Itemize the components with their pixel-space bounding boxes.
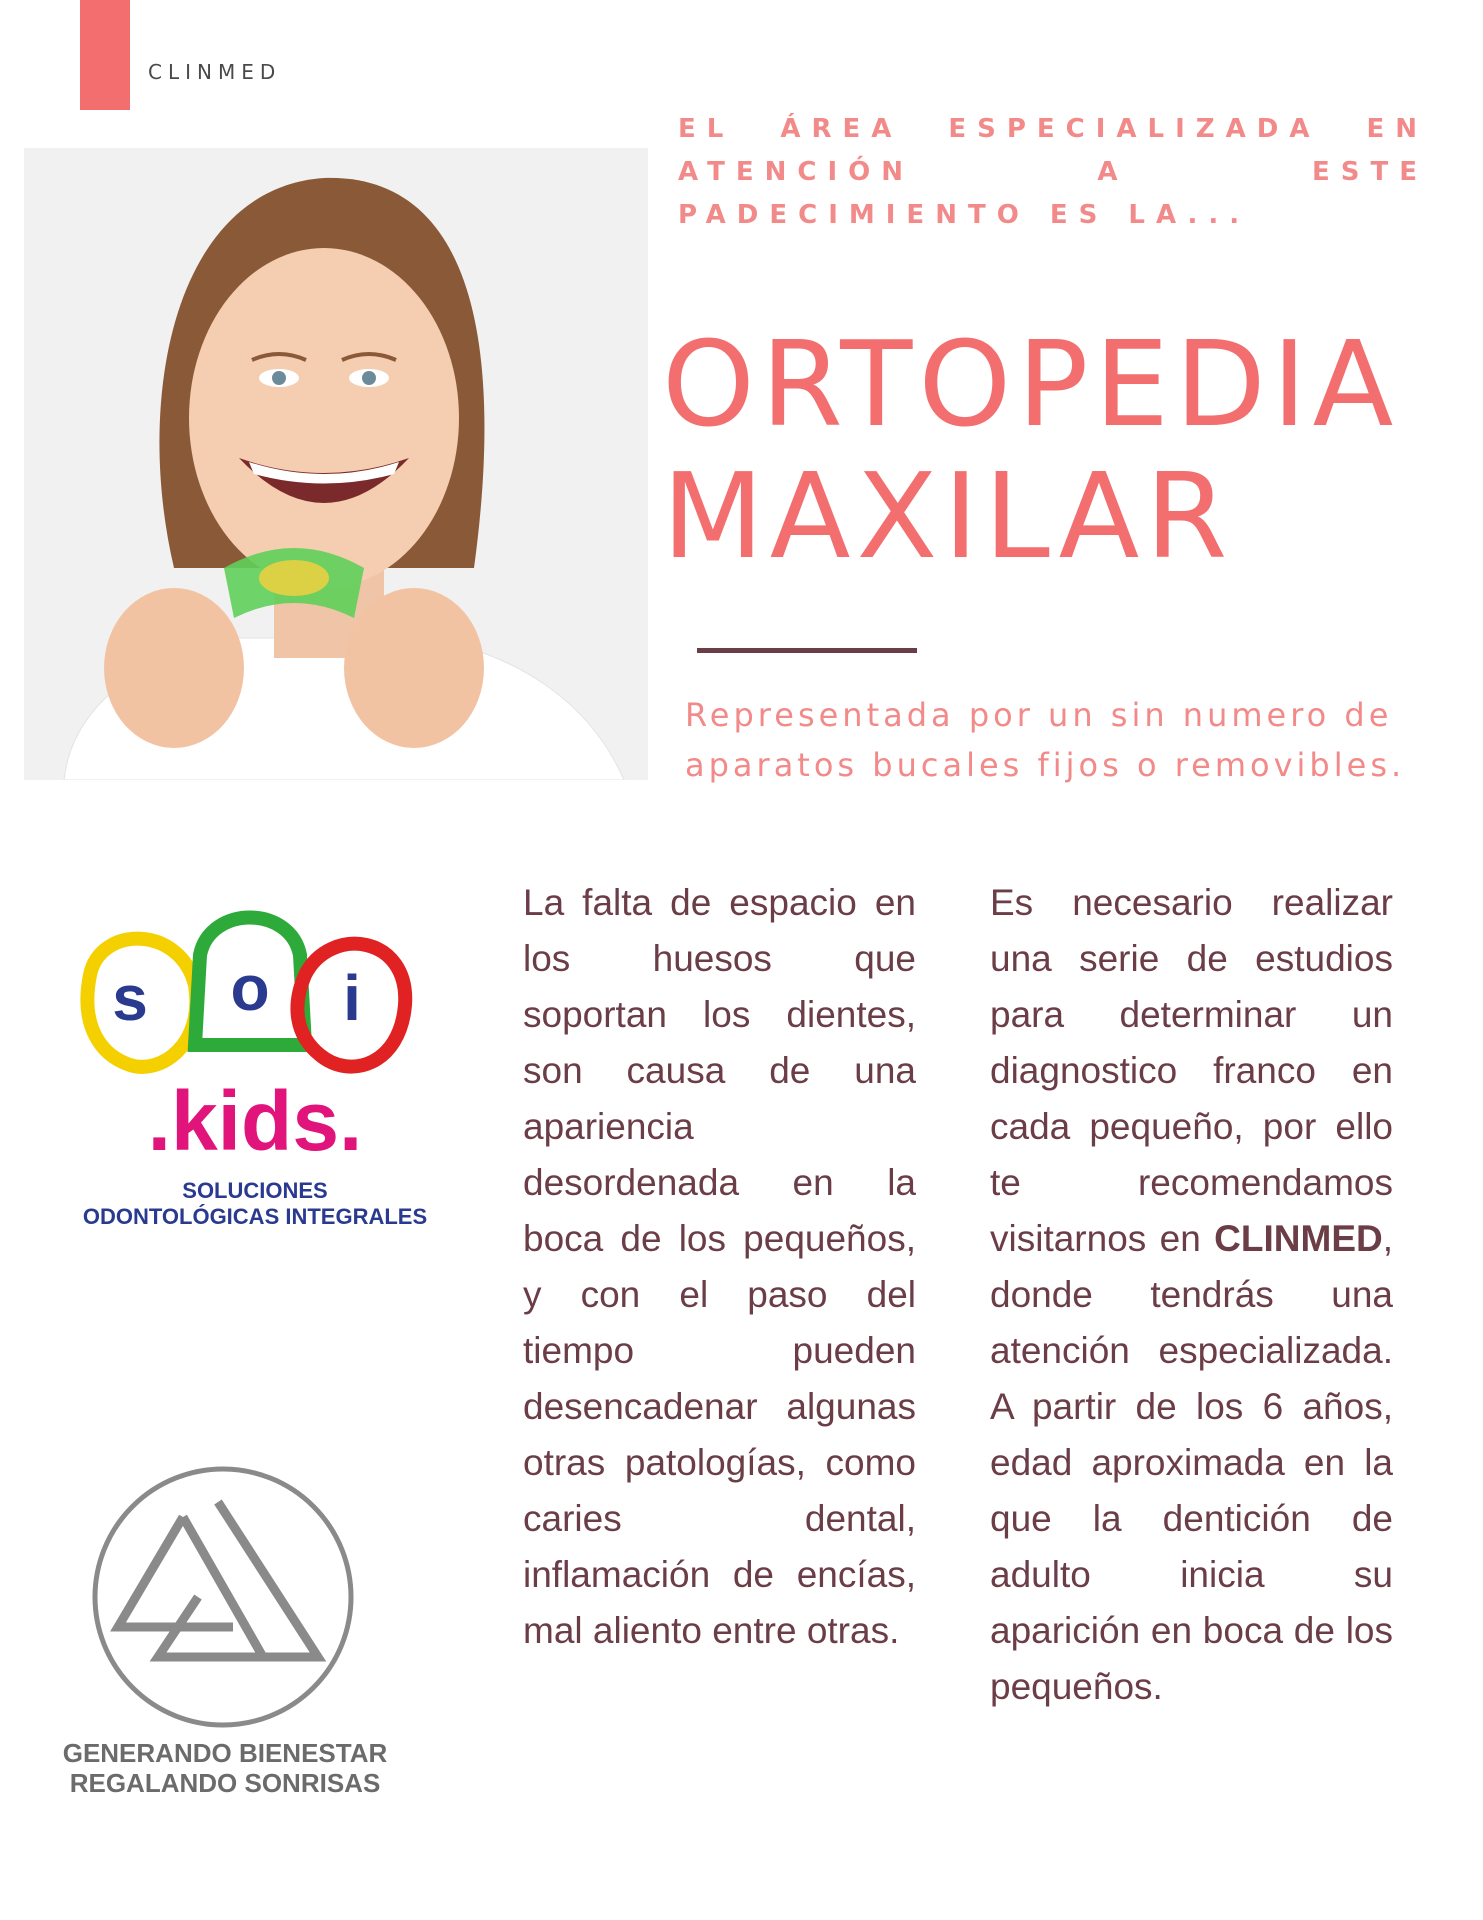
title-line-1: ORTOPEDIA bbox=[662, 315, 1400, 453]
triangle-circle-logo bbox=[88, 1462, 358, 1732]
kids-wordmark: .kids. bbox=[147, 1074, 363, 1168]
title-line-2: MAXILAR bbox=[662, 447, 1234, 585]
kids-caption-line-2: ODONTOLÓGICAS INTEGRALES bbox=[82, 1204, 428, 1229]
body-right-part-2: , donde tendrás una atención especializada. A partir de los 6 años, edad aproximada en la que la dentición de adulto inicia su aparición en boca de los pequeños. bbox=[990, 1218, 1393, 1707]
kids-letter-i: i bbox=[343, 962, 361, 1034]
intro-text: EL ÁREA ESPECIALIZADA EN ATENCIÓN A ESTE PADECIMIENTO ES LA... bbox=[678, 114, 1428, 230]
brand-label: CLINMED bbox=[148, 60, 282, 84]
hero-photo bbox=[24, 148, 648, 780]
kids-letter-o: o bbox=[230, 952, 270, 1024]
tagline-line-1: GENERANDO BIENESTAR bbox=[62, 1738, 388, 1768]
tagline-line-2: REGALANDO SONRISAS bbox=[69, 1768, 381, 1798]
tagline bbox=[30, 1738, 420, 1798]
page-title bbox=[662, 315, 1400, 585]
accent-bar bbox=[80, 0, 130, 110]
kids-caption bbox=[60, 1178, 450, 1230]
girl-with-appliance-image bbox=[24, 148, 648, 780]
divider-rule bbox=[697, 648, 917, 653]
body-right-brand: CLINMED bbox=[1214, 1218, 1383, 1259]
subtitle-text: Representada por un sin numero de aparatos bucales fijos o removibles. bbox=[685, 696, 1406, 784]
body-column-right bbox=[990, 875, 1393, 1715]
kids-caption-line-1: SOLUCIONES bbox=[182, 1178, 328, 1203]
body-right-part-1: Es necesario realizar una serie de estudios para determinar un diagnostico franco en cada pequeño, por ello te recomendamos visitarnos en bbox=[990, 882, 1393, 1259]
kids-letter-s: s bbox=[112, 962, 148, 1034]
body-column-left: La falta de espacio en los huesos que soportan los dientes, son causa de una apariencia desordenada en la boca de los pequeños, y con el paso del tiempo pueden desencadenar algunas otras patologías, como caries dental, inflamación de encías, mal aliento entre otras. bbox=[523, 882, 916, 1651]
